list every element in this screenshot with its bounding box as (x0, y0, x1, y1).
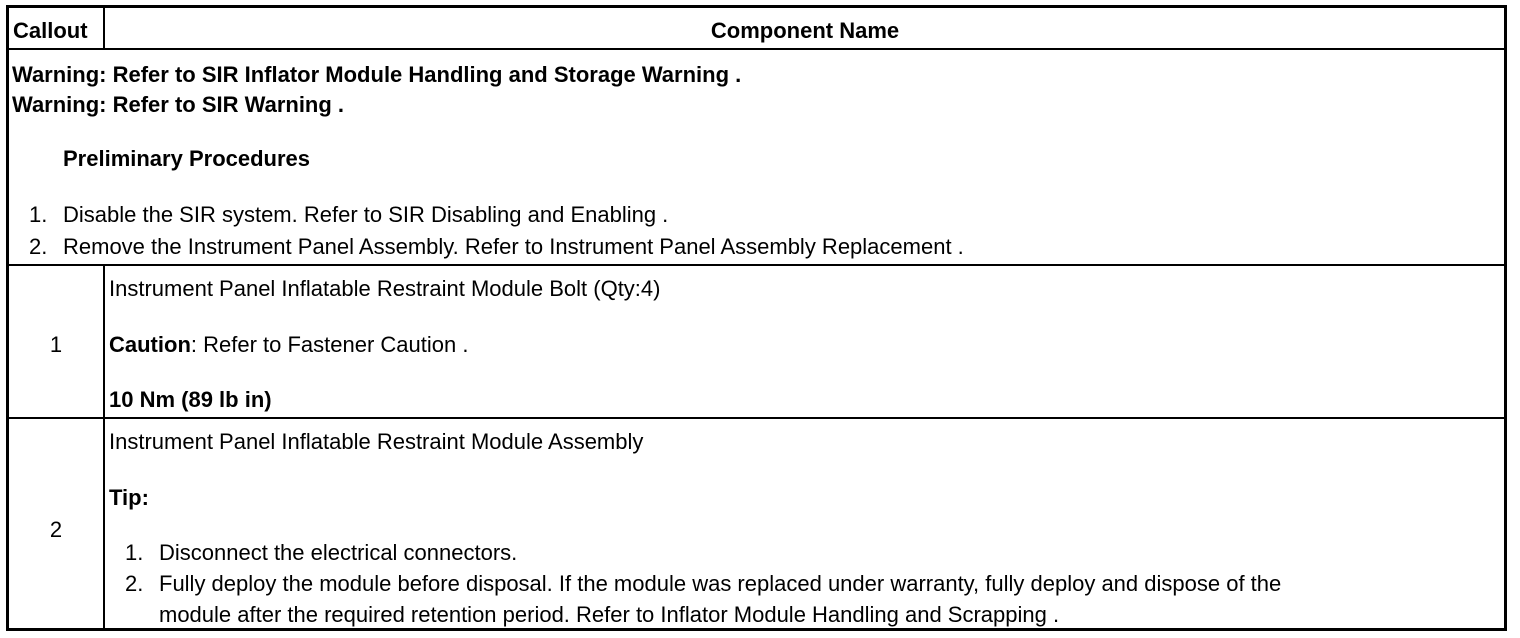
step-number: 1. (29, 202, 48, 227)
caution-label: Caution (109, 332, 191, 357)
row-divider (103, 264, 105, 631)
torque-spec: 10 Nm (89 lb in) (109, 387, 272, 412)
header-callout: Callout (13, 18, 88, 43)
step-text: Remove the Instrument Panel Assembly. Refer to Instrument Panel Assembly Replacement . (63, 234, 964, 259)
tip-text: Fully deploy the module before disposal. If the module was replaced under warranty, fully deploy and dispose of the (159, 571, 1282, 596)
caution-line (109, 332, 468, 358)
step-number: 2. (29, 234, 48, 259)
header-rule (9, 48, 1504, 50)
tip-text: Disconnect the electrical connectors. (159, 540, 518, 565)
tip-label: Tip: (109, 485, 149, 510)
component-name: Instrument Panel Inflatable Restraint Module Assembly (109, 429, 644, 454)
preamble-rule (9, 264, 1504, 266)
component-name: Instrument Panel Inflatable Restraint Module Bolt (Qty:4) (109, 276, 661, 301)
warning-inflator-module: Warning: Refer to SIR Inflator Module Handling and Storage Warning . (12, 62, 742, 87)
tip-number: 2. (125, 571, 144, 596)
preliminary-procedures-heading: Preliminary Procedures (63, 146, 311, 171)
caution-text: : Refer to Fastener Caution . (190, 332, 469, 357)
row-callout-number: 2 (49, 517, 63, 542)
procedure-table (6, 5, 1507, 631)
tip-text-continued: module after the required retention period. Refer to Inflator Module Handling and Scrapping . (159, 602, 1060, 627)
step-text: Disable the SIR system. Refer to SIR Disabling and Enabling . (63, 202, 669, 227)
header-component-name: Component Name (710, 18, 900, 43)
tip-number: 1. (125, 540, 144, 565)
row-rule (9, 417, 1504, 419)
header-divider (103, 8, 105, 48)
row-callout-number: 1 (49, 332, 63, 357)
warning-sir: Warning: Refer to SIR Warning . (12, 92, 345, 117)
